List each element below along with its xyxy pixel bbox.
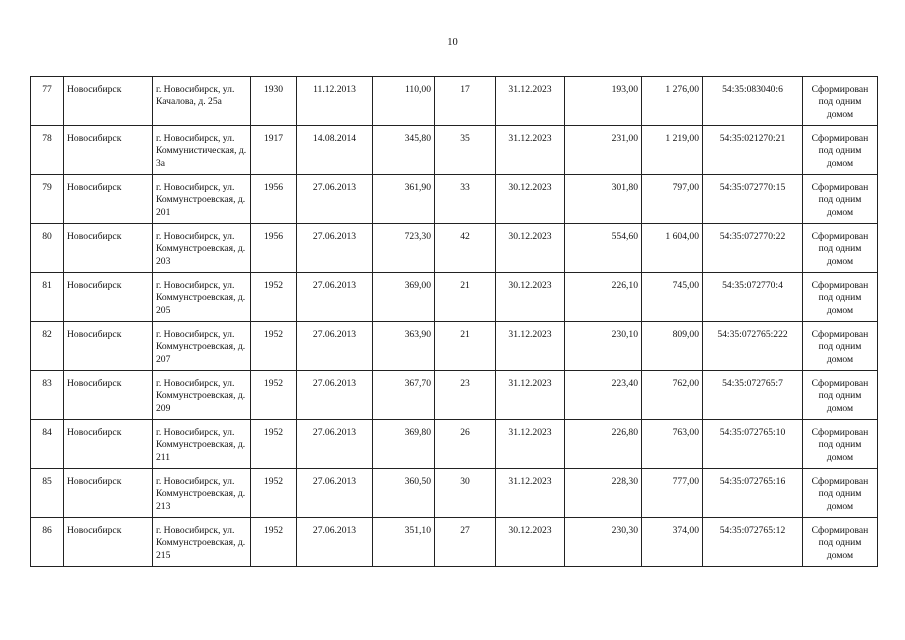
cell-area-first: 369,00 [373, 273, 435, 322]
cell-address: г. Новосибирск, ул. Коммунстроевская, д. 205 [153, 273, 251, 322]
cell-count: 30 [435, 469, 496, 518]
cell-land-area: 797,00 [642, 175, 703, 224]
cell-cadastral-number: 54:35:072765:16 [703, 469, 803, 518]
cell-date-second: 30.12.2023 [496, 273, 565, 322]
cell-address: г. Новосибирск, ул. Коммунстроевская, д. 209 [153, 371, 251, 420]
cell-address: г. Новосибирск, ул. Коммунстроевская, д. 211 [153, 420, 251, 469]
cell-year: 1952 [251, 273, 297, 322]
cell-date-second: 31.12.2023 [496, 77, 565, 126]
cell-area-first: 110,00 [373, 77, 435, 126]
cell-count: 27 [435, 518, 496, 567]
cell-count: 26 [435, 420, 496, 469]
cell-address: г. Новосибирск, ул. Коммунстроевская, д. 203 [153, 224, 251, 273]
cell-count: 21 [435, 273, 496, 322]
cell-date-second: 31.12.2023 [496, 469, 565, 518]
cell-area-second: 230,10 [565, 322, 642, 371]
table-row [31, 224, 878, 273]
cell-count: 42 [435, 224, 496, 273]
cell-status: Сформирован под одним домом [803, 469, 878, 518]
cell-year: 1956 [251, 175, 297, 224]
cell-status: Сформирован под одним домом [803, 371, 878, 420]
cell-date-second: 31.12.2023 [496, 126, 565, 175]
cell-area-second: 226,10 [565, 273, 642, 322]
cell-status: Сформирован под одним домом [803, 322, 878, 371]
cell-area-first: 361,90 [373, 175, 435, 224]
cell-year: 1930 [251, 77, 297, 126]
cell-cadastral-number: 54:35:072770:4 [703, 273, 803, 322]
table-row [31, 273, 878, 322]
cell-area-first: 367,70 [373, 371, 435, 420]
cell-area-first: 363,90 [373, 322, 435, 371]
cell-year: 1952 [251, 371, 297, 420]
cell-address: г. Новосибирск, ул. Коммунстроевская, д. 207 [153, 322, 251, 371]
housing-table [30, 76, 878, 567]
cell-cadastral-number: 54:35:072765:7 [703, 371, 803, 420]
cell-date-first: 27.06.2013 [297, 322, 373, 371]
cell-area-first: 360,50 [373, 469, 435, 518]
cell-area-second: 193,00 [565, 77, 642, 126]
cell-cadastral-number: 54:35:072765:10 [703, 420, 803, 469]
cell-address: г. Новосибирск, ул. Коммунстроевская, д. 215 [153, 518, 251, 567]
cell-status: Сформирован под одним домом [803, 224, 878, 273]
cell-city: Новосибирск [64, 469, 153, 518]
table-row [31, 518, 878, 567]
cell-cadastral-number: 54:35:072765:12 [703, 518, 803, 567]
cell-count: 17 [435, 77, 496, 126]
cell-status: Сформирован под одним домом [803, 518, 878, 567]
cell-area-second: 226,80 [565, 420, 642, 469]
cell-land-area: 374,00 [642, 518, 703, 567]
cell-address: г. Новосибирск, ул. Коммунистическая, д. 3а [153, 126, 251, 175]
cell-date-first: 27.06.2013 [297, 273, 373, 322]
table-row [31, 77, 878, 126]
cell-date-first: 27.06.2013 [297, 371, 373, 420]
cell-number: 82 [31, 322, 64, 371]
cell-number: 81 [31, 273, 64, 322]
cell-area-second: 301,80 [565, 175, 642, 224]
cell-land-area: 777,00 [642, 469, 703, 518]
cell-date-first: 27.06.2013 [297, 224, 373, 273]
cell-number: 85 [31, 469, 64, 518]
cell-year: 1952 [251, 322, 297, 371]
cell-city: Новосибирск [64, 273, 153, 322]
cell-number: 79 [31, 175, 64, 224]
cell-city: Новосибирск [64, 518, 153, 567]
table-body [31, 77, 878, 567]
cell-area-second: 228,30 [565, 469, 642, 518]
cell-area-second: 223,40 [565, 371, 642, 420]
cell-year: 1952 [251, 469, 297, 518]
cell-date-first: 11.12.2013 [297, 77, 373, 126]
cell-address: г. Новосибирск, ул. Качалова, д. 25а [153, 77, 251, 126]
cell-area-first: 723,30 [373, 224, 435, 273]
cell-area-second: 230,30 [565, 518, 642, 567]
cell-count: 23 [435, 371, 496, 420]
cell-area-first: 345,80 [373, 126, 435, 175]
page-number: 10 [447, 37, 458, 48]
cell-land-area: 1 276,00 [642, 77, 703, 126]
cell-area-second: 231,00 [565, 126, 642, 175]
cell-area-second: 554,60 [565, 224, 642, 273]
cell-date-second: 30.12.2023 [496, 224, 565, 273]
cell-number: 78 [31, 126, 64, 175]
cell-area-first: 351,10 [373, 518, 435, 567]
cell-status: Сформирован под одним домом [803, 273, 878, 322]
table-row [31, 175, 878, 224]
table-row [31, 126, 878, 175]
cell-cadastral-number: 54:35:072765:222 [703, 322, 803, 371]
cell-year: 1956 [251, 224, 297, 273]
cell-land-area: 1 219,00 [642, 126, 703, 175]
cell-date-second: 31.12.2023 [496, 322, 565, 371]
cell-city: Новосибирск [64, 322, 153, 371]
cell-date-second: 31.12.2023 [496, 371, 565, 420]
cell-land-area: 763,00 [642, 420, 703, 469]
cell-date-first: 14.08.2014 [297, 126, 373, 175]
table-row [31, 420, 878, 469]
cell-cadastral-number: 54:35:021270:21 [703, 126, 803, 175]
cell-year: 1952 [251, 420, 297, 469]
cell-number: 83 [31, 371, 64, 420]
cell-land-area: 745,00 [642, 273, 703, 322]
cell-date-first: 27.06.2013 [297, 420, 373, 469]
cell-cadastral-number: 54:35:072770:15 [703, 175, 803, 224]
cell-status: Сформирован под одним домом [803, 175, 878, 224]
cell-number: 86 [31, 518, 64, 567]
cell-date-first: 27.06.2013 [297, 469, 373, 518]
cell-status: Сформирован под одним домом [803, 420, 878, 469]
cell-year: 1952 [251, 518, 297, 567]
table-row [31, 371, 878, 420]
cell-city: Новосибирск [64, 371, 153, 420]
table-row [31, 322, 878, 371]
cell-cadastral-number: 54:35:072770:22 [703, 224, 803, 273]
cell-cadastral-number: 54:35:083040:6 [703, 77, 803, 126]
cell-year: 1917 [251, 126, 297, 175]
cell-number: 84 [31, 420, 64, 469]
cell-land-area: 762,00 [642, 371, 703, 420]
cell-date-first: 27.06.2013 [297, 175, 373, 224]
cell-date-second: 30.12.2023 [496, 518, 565, 567]
cell-date-second: 31.12.2023 [496, 420, 565, 469]
cell-city: Новосибирск [64, 175, 153, 224]
cell-address: г. Новосибирск, ул. Коммунстроевская, д. 213 [153, 469, 251, 518]
cell-date-second: 30.12.2023 [496, 175, 565, 224]
table-row [31, 469, 878, 518]
cell-city: Новосибирск [64, 224, 153, 273]
cell-number: 77 [31, 77, 64, 126]
cell-status: Сформирован под одним домом [803, 126, 878, 175]
cell-count: 35 [435, 126, 496, 175]
cell-area-first: 369,80 [373, 420, 435, 469]
cell-land-area: 809,00 [642, 322, 703, 371]
cell-count: 33 [435, 175, 496, 224]
cell-land-area: 1 604,00 [642, 224, 703, 273]
cell-date-first: 27.06.2013 [297, 518, 373, 567]
cell-city: Новосибирск [64, 420, 153, 469]
cell-count: 21 [435, 322, 496, 371]
cell-status: Сформирован под одним домом [803, 77, 878, 126]
cell-address: г. Новосибирск, ул. Коммунстроевская, д. 201 [153, 175, 251, 224]
cell-city: Новосибирск [64, 126, 153, 175]
cell-number: 80 [31, 224, 64, 273]
cell-city: Новосибирск [64, 77, 153, 126]
